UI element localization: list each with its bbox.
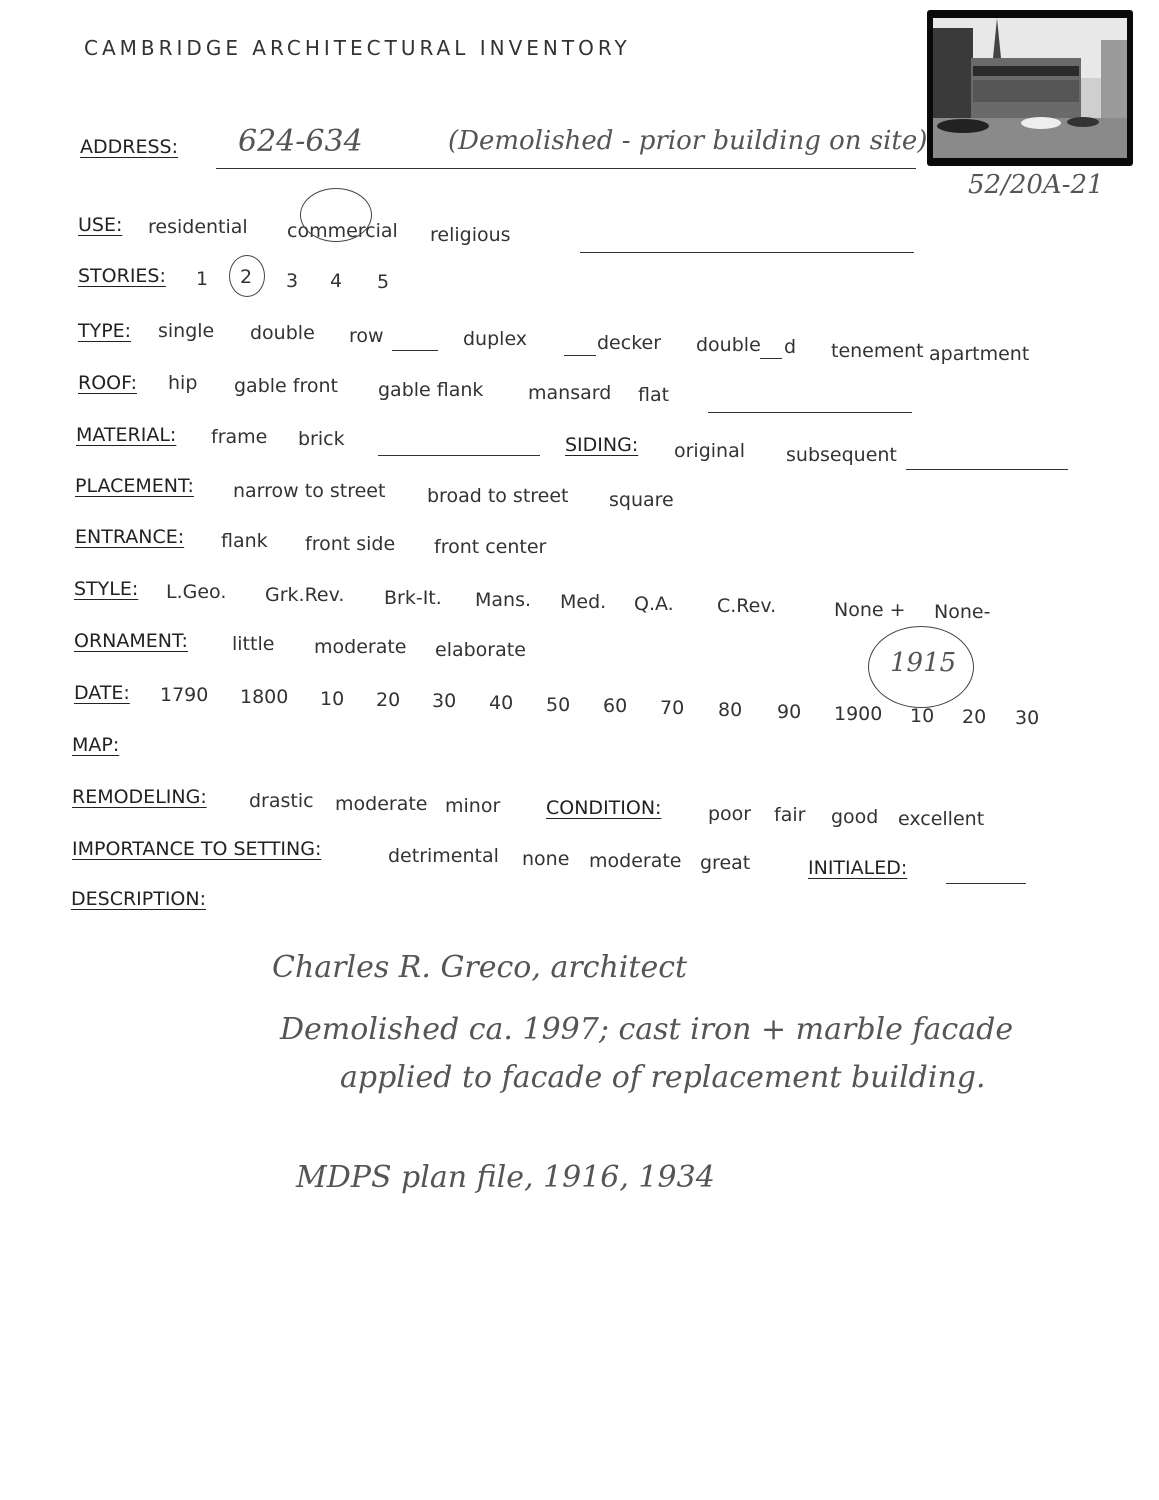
entrance-option-front-side: front side — [305, 533, 396, 555]
style-option-qa: Q.A. — [634, 593, 674, 615]
material-option-frame: frame — [211, 426, 268, 448]
style-option-lgeo: L.Geo. — [166, 581, 227, 603]
address-value: 624-634 — [238, 124, 363, 159]
style-option-brkit: Brk-It. — [384, 587, 442, 609]
stories-option-3: 3 — [286, 270, 299, 292]
placement-option-narrow: narrow to street — [233, 480, 386, 502]
use-option-religious: religious — [430, 224, 511, 246]
type-option-single: single — [158, 320, 215, 342]
selection-circle — [229, 255, 265, 297]
entrance-option-front-center: front center — [434, 536, 547, 558]
roof-option-gable-flank: gable flank — [378, 379, 484, 401]
date-option: 30 — [432, 690, 457, 712]
date-option: 90 — [777, 701, 802, 723]
description-line: Demolished ca. 1997; cast iron + marble facade — [280, 1012, 1014, 1047]
entrance-option-flank: flank — [221, 530, 268, 552]
description-line: Charles R. Greco, architect — [272, 950, 688, 985]
street-photo-image — [933, 18, 1127, 158]
description-line: applied to facade of replacement building. — [340, 1060, 986, 1095]
type-label: TYPE: — [78, 320, 132, 342]
date-label: DATE: — [74, 682, 130, 704]
placement-option-square: square — [609, 489, 674, 511]
remodeling-option-minor: minor — [445, 795, 501, 817]
stories-option-5: 5 — [377, 271, 390, 293]
stories-option-4: 4 — [330, 270, 343, 292]
address-label: ADDRESS: — [80, 136, 178, 158]
roof-option-flat: flat — [638, 384, 670, 406]
selection-circle — [300, 188, 372, 242]
date-option: 50 — [546, 694, 571, 716]
date-option: 10 — [320, 688, 345, 710]
roof-option-gable-front: gable front — [234, 375, 338, 397]
use-label: USE: — [78, 214, 123, 236]
material-label: MATERIAL: — [76, 424, 177, 446]
style-label: STYLE: — [74, 578, 139, 600]
ornament-option-moderate: moderate — [314, 636, 407, 658]
type-option-decker: decker — [597, 332, 662, 354]
date-option: 1800 — [240, 686, 289, 708]
type-blank-line — [392, 350, 438, 351]
style-option-none-plus: None + — [834, 599, 906, 621]
description-label: DESCRIPTION: — [71, 888, 207, 910]
condition-option-poor: poor — [708, 803, 752, 825]
placement-label: PLACEMENT: — [75, 475, 194, 497]
type-option-double-decker: double — [696, 334, 761, 356]
ornament-option-elaborate: elaborate — [435, 639, 526, 661]
remodeling-option-drastic: drastic — [249, 790, 314, 812]
date-option: 1790 — [160, 684, 209, 706]
stories-option-2: 2 — [240, 266, 253, 288]
importance-option-great: great — [700, 852, 751, 874]
type-option-duplex: duplex — [463, 328, 528, 350]
ornament-label: ORNAMENT: — [74, 630, 188, 652]
siding-blank-line — [906, 469, 1068, 470]
date-option: 40 — [489, 692, 514, 714]
style-option-crev: C.Rev. — [717, 595, 777, 617]
map-label: MAP: — [72, 734, 120, 756]
type-option-tenement: tenement — [831, 340, 924, 362]
date-option: 20 — [962, 706, 987, 728]
use-option-commercial: commercial — [287, 220, 398, 242]
date-option: 60 — [603, 695, 628, 717]
type-option-apartment: apartment — [929, 343, 1030, 365]
style-option-mans: Mans. — [475, 589, 532, 611]
initialed-label: INITIALED: — [808, 857, 908, 879]
description-line: MDPS plan file, 1916, 1934 — [296, 1160, 715, 1195]
importance-option-detrimental: detrimental — [388, 845, 499, 867]
date-option: 20 — [376, 689, 401, 711]
siding-label: SIDING: — [565, 434, 639, 456]
date-option: 30 — [1015, 707, 1040, 729]
roof-option-mansard: mansard — [528, 382, 612, 404]
condition-label: CONDITION: — [546, 797, 662, 819]
type-blank-line — [760, 358, 782, 359]
condition-option-good: good — [831, 806, 879, 828]
type-option-row: row — [349, 325, 384, 347]
stories-label: STORIES: — [78, 265, 166, 287]
date-option: 70 — [660, 697, 685, 719]
date-option: 1900 — [834, 703, 883, 725]
address-note: (Demolished - prior building on site) — [448, 126, 928, 156]
building-photo — [927, 10, 1133, 166]
date-handwritten: 1915 — [890, 648, 957, 678]
importance-label: IMPORTANCE TO SETTING: — [72, 838, 322, 860]
style-option-med: Med. — [560, 591, 607, 613]
siding-option-subsequent: subsequent — [786, 444, 897, 466]
material-blank-line — [378, 455, 540, 456]
date-option: 80 — [718, 699, 743, 721]
use-option-residential: residential — [148, 216, 248, 238]
type-blank-line — [564, 355, 596, 356]
form-title: CAMBRIDGE ARCHITECTURAL INVENTORY — [84, 36, 631, 60]
type-option-double: double — [250, 322, 315, 344]
importance-option-moderate: moderate — [589, 850, 682, 872]
material-option-brick: brick — [298, 428, 345, 450]
siding-option-original: original — [674, 440, 746, 462]
ornament-option-little: little — [232, 633, 275, 655]
address-line — [216, 168, 916, 169]
roof-blank-line — [708, 412, 912, 413]
importance-option-none: none — [522, 848, 570, 870]
condition-option-excellent: excellent — [898, 808, 985, 830]
entrance-label: ENTRANCE: — [75, 526, 185, 548]
use-blank-line — [580, 252, 914, 253]
style-option-none-minus: None- — [934, 601, 991, 623]
stories-option-1: 1 — [196, 268, 209, 290]
date-option: 10 — [910, 705, 935, 727]
roof-label: ROOF: — [78, 372, 137, 394]
type-option-d: d — [784, 336, 797, 358]
style-option-grkrev: Grk.Rev. — [265, 584, 345, 606]
initialed-blank-line — [946, 883, 1026, 884]
remodeling-option-moderate: moderate — [335, 793, 428, 815]
photo-reference-note: 52/20A-21 — [968, 170, 1104, 200]
condition-option-fair: fair — [774, 804, 806, 826]
remodeling-label: REMODELING: — [72, 786, 207, 808]
roof-option-hip: hip — [168, 372, 198, 394]
placement-option-broad: broad to street — [427, 485, 569, 507]
